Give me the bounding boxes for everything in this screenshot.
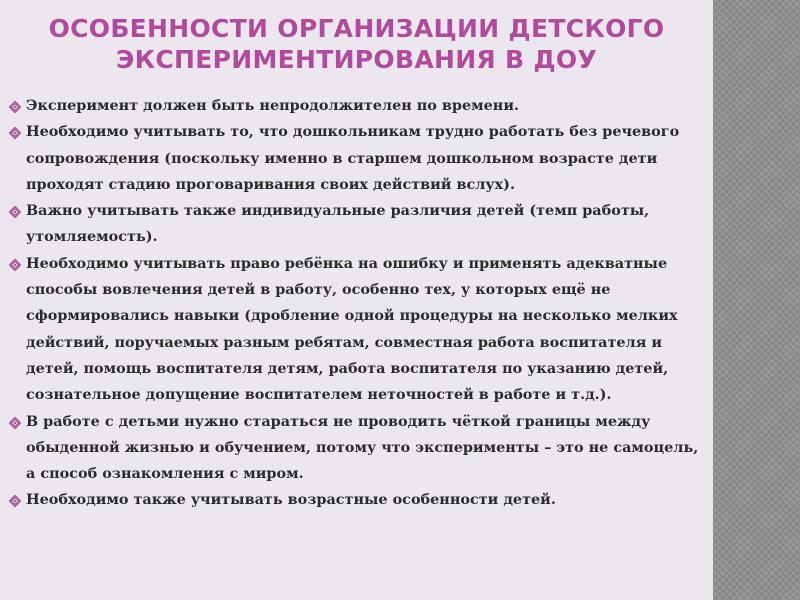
- bullet-item: [8, 487, 708, 513]
- bullet-text: Необходимо учитывать то, что дошкольникам трудно работать без речевого сопровождения (поскольку именно в старшем дошкольном возрасте дети проходят стадию проговаривания своих действий вслух).: [26, 123, 680, 193]
- slide-title-line-1: ОСОБЕННОСТИ ОРГАНИЗАЦИИ ДЕТСКОГО: [48, 14, 665, 43]
- bullet-text: Важно учитывать также индивидуальные различия детей (темп работы, утомляемость).: [26, 202, 650, 246]
- bullet-text: Необходимо учитывать право ребёнка на ошибку и применять адекватные способы вовлечения детей в работу, особенно тех, у которых ещё не сформировались навыки (дробление одной процедуры на несколько мелких действий, поручаемых разным ребятам, совместная работа воспитателя и детей, помощь воспитателя детям, работа воспитателя по указанию детей, сознательное допущение воспитателем неточностей в работе и т.д.).: [26, 254, 678, 404]
- bullet-item: [8, 409, 708, 488]
- bullet-list: [8, 93, 708, 514]
- bullet-text: Необходимо также учитывать возрастные особенности детей.: [26, 491, 556, 509]
- bullet-text: Эксперимент должен быть непродолжителен по времени.: [26, 97, 519, 114]
- diamond-bullet-icon: [9, 259, 21, 271]
- bullet-text: В работе с детьми нужно стараться не проводить чёткой границы между обыденной жизнью и обучением, потому что эксперименты – это не самоцель, а способ ознакомления с миром.: [26, 412, 699, 483]
- decorative-side-panel: [713, 0, 800, 600]
- slide-title: [0, 13, 713, 75]
- diamond-bullet-icon: [9, 101, 21, 113]
- slide-title-line-2: ЭКСПЕРИМЕНТИРОВАНИЯ В ДОУ: [115, 45, 598, 74]
- diamond-bullet-icon: [9, 495, 21, 507]
- bullet-item: [8, 251, 708, 409]
- diamond-bullet-icon: [9, 206, 21, 218]
- diamond-bullet-icon: [9, 417, 21, 429]
- bullet-item: [8, 119, 708, 198]
- diamond-bullet-icon: [9, 127, 21, 139]
- bullet-item: [8, 93, 708, 119]
- bullet-item: [8, 198, 708, 251]
